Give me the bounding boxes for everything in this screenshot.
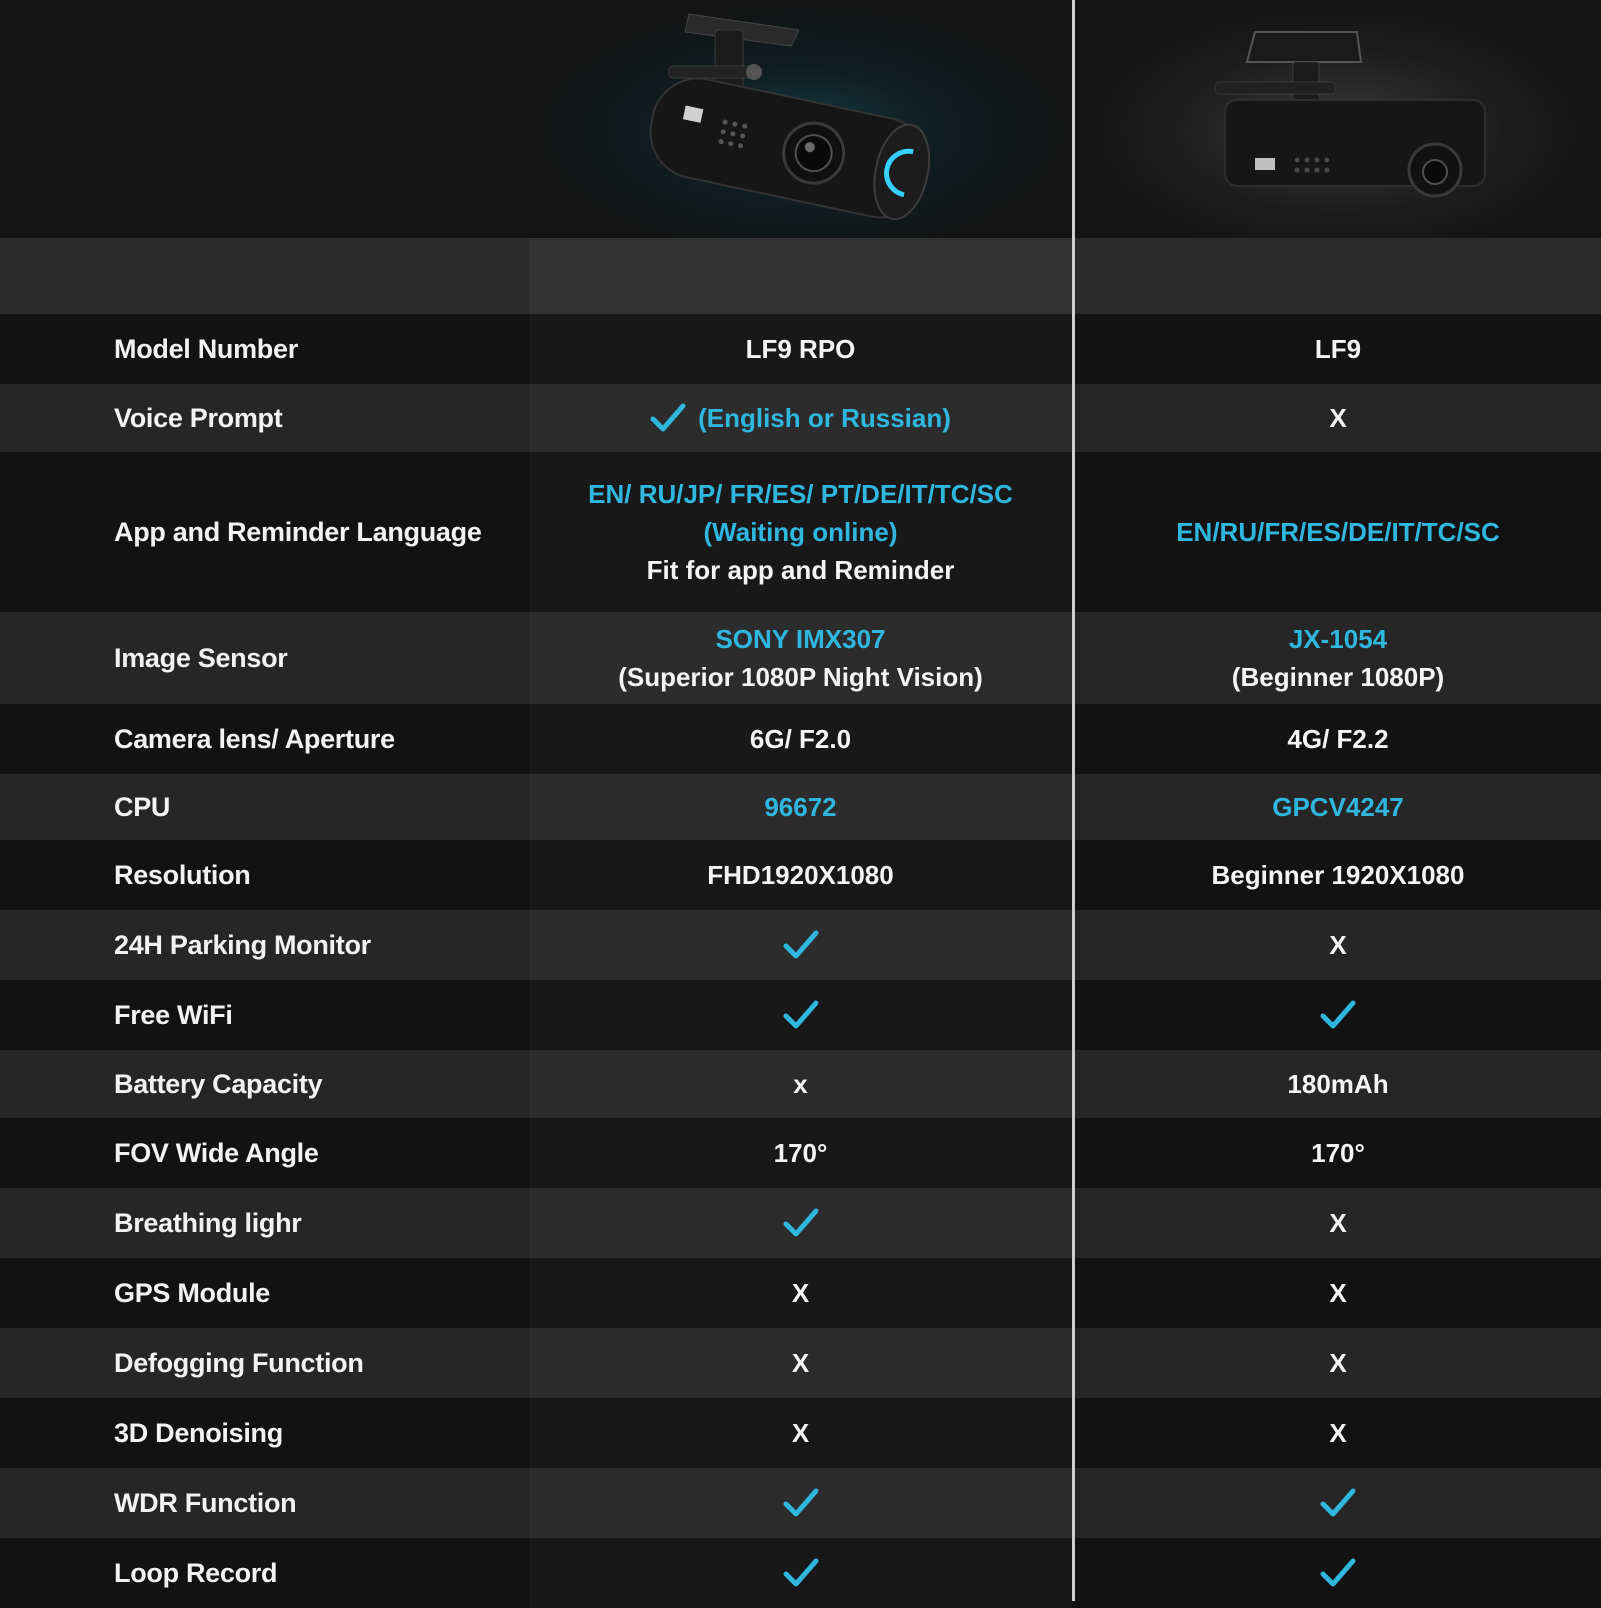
value-text: (Waiting online): [703, 517, 898, 547]
checkmark-icon: [1320, 1556, 1356, 1590]
feature-label: Battery Capacity: [114, 1069, 323, 1099]
table-row: [0, 910, 1601, 980]
table-row: [0, 704, 1601, 774]
lf9-value-cell: [1075, 1050, 1601, 1118]
lf9-value-cell: [1075, 774, 1601, 840]
lf9-rpo-value-cell: [529, 384, 1072, 452]
feature-label: GPS Module: [114, 1278, 271, 1308]
value-text: X: [1329, 1418, 1347, 1448]
lf9-rpo-value-cell: [529, 1050, 1072, 1118]
column-divider: [1072, 0, 1075, 1601]
value-text: 6G/ F2.0: [749, 724, 852, 754]
table-row: [0, 1468, 1601, 1538]
lf9-rpo-value-cell: [529, 1468, 1072, 1538]
feature-label: WDR Function: [114, 1488, 297, 1518]
value-text: X: [1329, 403, 1347, 433]
value-text: LF9 RPO: [745, 334, 856, 364]
value-text: LF9: [1314, 334, 1362, 364]
lf9-value-cell: [1075, 1538, 1601, 1608]
value-text: Fit for app and Reminder: [646, 555, 955, 585]
value-text: SONY IMX307: [715, 624, 886, 654]
check-with-note: [650, 399, 951, 437]
product-image-lf9-rpo: [529, 0, 1072, 238]
lf9-value-cell: [1075, 1188, 1601, 1258]
value-text: X: [1329, 930, 1347, 960]
value-text: 180mAh: [1287, 1069, 1389, 1099]
value-text: 4G/ F2.2: [1287, 724, 1389, 754]
table-row: [0, 612, 1601, 704]
feature-label: Voice Prompt: [114, 403, 283, 433]
lf9-value-cell: [1075, 840, 1601, 910]
table-row: [0, 1538, 1601, 1608]
checkmark-icon: [783, 1486, 819, 1520]
feature-label: Resolution: [114, 860, 251, 890]
lf9-rpo-value-cell: [529, 1258, 1072, 1328]
table-row: [0, 840, 1601, 910]
feature-label: Free WiFi: [114, 1000, 233, 1030]
lf9-rpo-value-cell: [529, 1328, 1072, 1398]
table-row: [0, 1258, 1601, 1328]
feature-label: Model Number: [114, 334, 298, 364]
value-text: 170°: [773, 1138, 828, 1168]
value-text: X: [791, 1418, 810, 1448]
value-text: EN/ RU/JP/ FR/ES/ PT/DE/IT/TC/SC: [588, 479, 1013, 509]
value-text: X: [1329, 1348, 1347, 1378]
lf9-rpo-value-cell: [529, 314, 1072, 384]
lf9-rpo-value-cell: [529, 452, 1072, 612]
lf9-value-cell: [1075, 1328, 1601, 1398]
lf9-rpo-value-cell: [529, 704, 1072, 774]
value-text: X: [1329, 1278, 1347, 1308]
table-row: [0, 1328, 1601, 1398]
table-row: [0, 1188, 1601, 1258]
lf9-rpo-value-cell: [529, 980, 1072, 1050]
table-row: [0, 1118, 1601, 1188]
value-text: 96672: [764, 792, 837, 822]
table-row: [0, 1398, 1601, 1468]
product-image-lf9: [1075, 0, 1601, 238]
table-row: [0, 1050, 1601, 1118]
feature-label: Loop Record: [114, 1558, 278, 1588]
lf9-value-cell: [1075, 1398, 1601, 1468]
checkmark-icon: [1320, 1486, 1356, 1520]
checkmark-icon: [783, 928, 819, 962]
value-text: X: [791, 1278, 810, 1308]
lf9-rpo-value-cell: [529, 1538, 1072, 1608]
feature-label: App and Reminder Language: [114, 517, 482, 547]
lf9-value-cell: [1075, 384, 1601, 452]
table-row: [0, 452, 1601, 612]
lf9-rpo-value-cell: [529, 612, 1072, 704]
feature-label: Image Sensor: [114, 643, 288, 673]
value-note: (English or Russian): [698, 403, 951, 433]
lf9-rpo-value-cell: [529, 1188, 1072, 1258]
lf9-rpo-value-cell: [529, 910, 1072, 980]
table-row: [0, 774, 1601, 840]
value-text: (Beginner 1080P): [1231, 662, 1445, 692]
feature-label: Camera lens/ Aperture: [114, 724, 395, 754]
checkmark-icon: [650, 401, 686, 435]
table-row: [0, 314, 1601, 384]
checkmark-icon: [783, 1556, 819, 1590]
lf9-value-cell: [1075, 980, 1601, 1050]
dash-camera-icon: [1075, 0, 1601, 238]
lf9-value-cell: [1075, 314, 1601, 384]
dash-camera-with-blue-light-icon: [529, 0, 1072, 238]
lf9-rpo-value-cell: [529, 1118, 1072, 1188]
lf9-value-cell: [1075, 1468, 1601, 1538]
value-text: (Superior 1080P Night Vision): [618, 662, 983, 692]
value-text: EN/RU/FR/ES/DE/IT/TC/SC: [1176, 517, 1500, 547]
lf9-value-cell: [1075, 1258, 1601, 1328]
table-row: [0, 980, 1601, 1050]
value-text: JX-1054: [1288, 624, 1388, 654]
checkmark-icon: [1320, 998, 1356, 1032]
lf9-value-cell: [1075, 452, 1601, 612]
feature-label: 3D Denoising: [114, 1418, 283, 1448]
feature-label: 24H Parking Monitor: [114, 930, 371, 960]
value-text: Beginner 1920X1080: [1211, 860, 1465, 890]
value-text: X: [791, 1348, 810, 1378]
value-text: FHD1920X1080: [707, 860, 894, 890]
feature-label: CPU: [114, 792, 171, 822]
lf9-value-cell: [1075, 704, 1601, 774]
header-band: [0, 238, 1601, 314]
lf9-rpo-value-cell: [529, 1398, 1072, 1468]
lf9-value-cell: [1075, 910, 1601, 980]
value-text: X: [1329, 1208, 1347, 1238]
feature-label: Breathing lighr: [114, 1208, 302, 1238]
feature-label: FOV Wide Angle: [114, 1138, 319, 1168]
value-text: x: [793, 1069, 808, 1099]
checkmark-icon: [783, 998, 819, 1032]
feature-label: Defogging Function: [114, 1348, 364, 1378]
lf9-rpo-value-cell: [529, 774, 1072, 840]
value-text: GPCV4247: [1272, 792, 1404, 822]
header-band-mid: [529, 238, 1072, 314]
lf9-value-cell: [1075, 612, 1601, 704]
checkmark-icon: [783, 1206, 819, 1240]
lf9-rpo-value-cell: [529, 840, 1072, 910]
table-row: [0, 384, 1601, 452]
value-text: 170°: [1311, 1138, 1365, 1168]
lf9-value-cell: [1075, 1118, 1601, 1188]
